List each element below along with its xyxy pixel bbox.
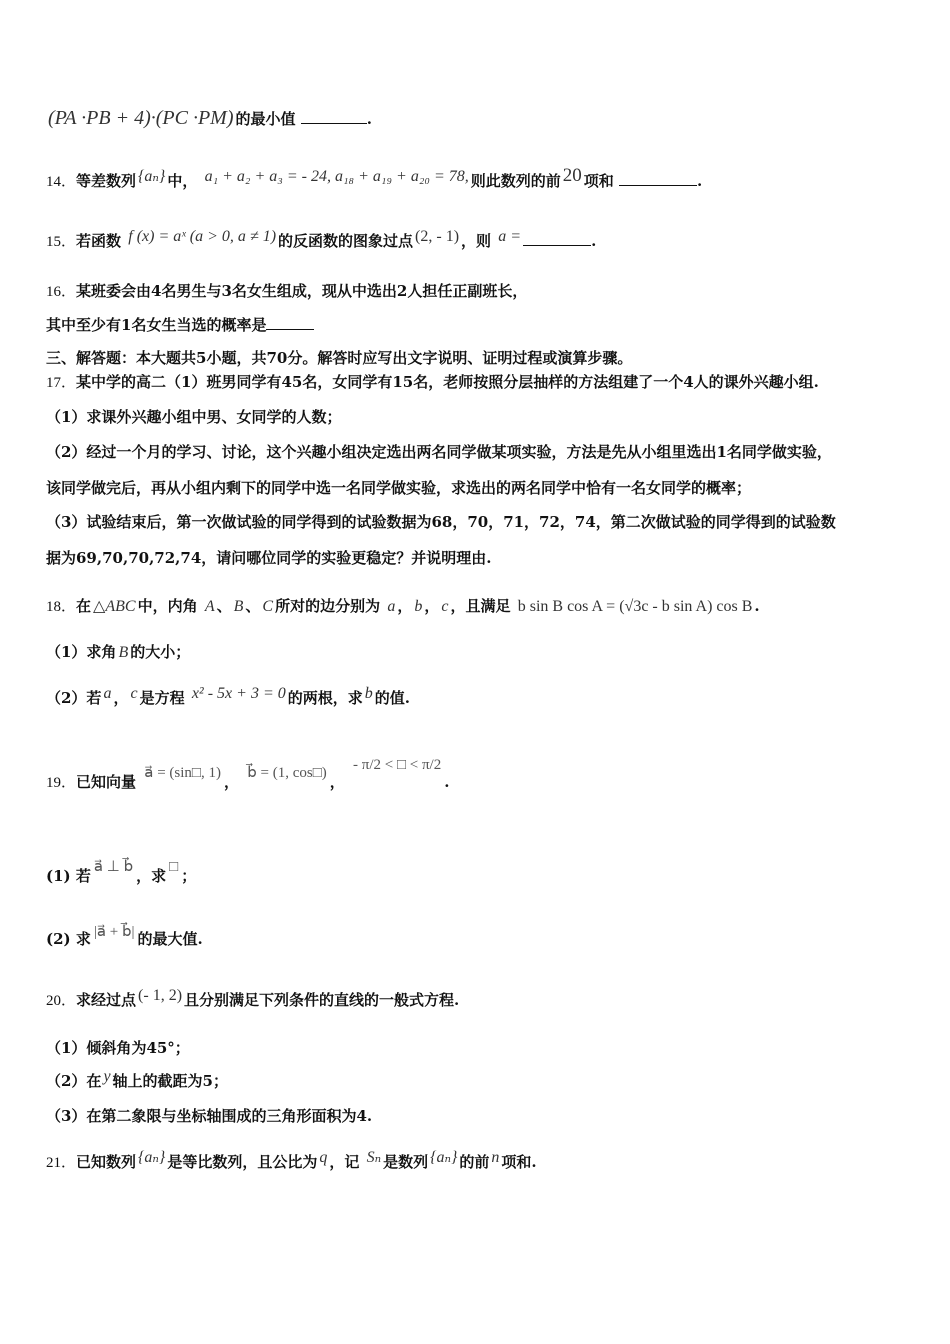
q19-part-2-magnitude: |a⃗ + b⃗|	[93, 924, 135, 940]
q18-part-2-text-3: 的两根，求	[287, 689, 363, 707]
q19-part-1	[46, 859, 197, 887]
q20-part-2-text-2: 轴上的截距为5；	[112, 1072, 228, 1090]
q14-condition-formula: a₁ + a₂ + a₃ = - 24, a₁₈ + a₁₉ + a₂₀ = 78,	[204, 168, 469, 185]
q21-text-5: 的前	[459, 1153, 490, 1171]
q19-stem-line	[46, 757, 450, 793]
q19-part-1-text-1: (1) 若	[46, 867, 91, 885]
q14-answer-blank	[619, 170, 697, 186]
q21-sequence: {aₙ}	[138, 1149, 166, 1166]
q21-stem-line	[46, 1149, 537, 1173]
q16-number: 16．	[46, 284, 77, 300]
q18-sep-1: 、	[216, 597, 232, 615]
q19-comma-2: ，	[329, 773, 345, 791]
q15-text-2: 的反函数的图象过点	[278, 232, 414, 250]
q14-number: 14．	[46, 174, 77, 190]
q13-text: 的最小值	[235, 110, 296, 128]
q21-text-3: ，记	[329, 1153, 360, 1171]
q20-part-2	[46, 1068, 228, 1092]
q19-angle-range: - π/2 < □ < π/2	[353, 757, 442, 773]
q15-function-formula: f (x) = aˣ (a > 0, a ≠ 1)	[128, 228, 277, 245]
q18-text-3: 所对的边分别为	[275, 597, 381, 615]
q19-part-1-perpendicular: a⃗ ⊥ b⃗	[93, 859, 134, 875]
q20-text-1: 求经过点	[76, 991, 137, 1009]
q20-text-2: 且分别满足下列条件的直线的一般式方程.	[184, 991, 460, 1009]
q18-comma-2: ，	[424, 597, 440, 615]
q19-comma-1: ，	[223, 773, 239, 791]
q17-part-2-line-2: 该同学做完后，再从小组内剩下的同学中选一名同学做实验，求选出的两名同学中恰有一名女同学的概率；	[46, 479, 752, 497]
q16-stem: 某班委会由4名男生与3名女生组成，现从中选出2人担任正副班长，	[76, 282, 528, 300]
q15-text-3: ，则	[461, 232, 492, 250]
q14-text-3: 则此数列的前	[470, 172, 561, 190]
q19-part-1-text-2: ，求	[136, 867, 167, 885]
q16-answer-blank	[266, 314, 314, 330]
q18-number: 18．	[46, 599, 77, 615]
q15-point: (2, - 1)	[415, 228, 460, 245]
q17-stem: 某中学的高二（1）班男同学有45名，女同学有15名，老师按照分层抽样的方法组建了一个4人的课外兴趣小组.	[76, 373, 819, 391]
q18-text-1: 在	[76, 597, 92, 615]
q20-part-3: （3）在第二象限与坐标轴围成的三角形面积为4.	[46, 1107, 373, 1125]
q17-stem-line	[46, 372, 819, 393]
q21-sum-sn: Sₙ	[366, 1149, 382, 1166]
q13-expression: (PA ·PB + 4)·(PC ·PM)	[48, 107, 234, 129]
section-3-heading: 三、解答题：本大题共5小题，共70分。解答时应写出文字说明、证明过程或演算步骤。	[46, 349, 633, 367]
q14-text-2: 中，	[167, 172, 198, 190]
q14-text-4: 项和	[583, 172, 614, 190]
q18-side-a: a	[387, 598, 396, 615]
q21-n: n	[491, 1149, 500, 1166]
q18-part-1-angle-b: B	[118, 644, 129, 661]
q19-end: .	[444, 773, 450, 791]
q16-stem-2: 其中至少有1名女生当选的概率是	[46, 316, 267, 334]
q21-text-2: 是等比数列，且公比为	[167, 1153, 318, 1171]
q18-condition-formula: b sin B cos A = (√3c - b sin A) cos B	[517, 598, 753, 615]
q19-part-2-text-2: 的最大值.	[137, 930, 203, 948]
q19-text-1: 已知向量	[76, 773, 137, 791]
q17-number: 17．	[46, 375, 77, 391]
q18-part-1-text-2: 的大小；	[130, 643, 191, 661]
q21-text-6: 项和.	[501, 1153, 537, 1171]
q18-angle-c: C	[262, 598, 274, 615]
q19-part-1-angle: □	[169, 859, 179, 875]
q17-part-1: （1）求课外兴趣小组中男、女同学的人数；	[46, 408, 342, 426]
q20-point: (- 1, 2)	[138, 987, 183, 1004]
q18-comma-1: ，	[397, 597, 413, 615]
q18-text-4: ，且满足	[450, 597, 511, 615]
q17-part-3-line-1: （3）试验结束后，第一次做试验的同学得到的试验数据为68，70，71，72，74，第二次做试验的同学得到的试验数	[46, 513, 836, 531]
q20-part-2-text-1: （2）在	[46, 1072, 102, 1090]
q14-text-1: 等差数列	[76, 172, 137, 190]
q18-part-2-a: a	[103, 685, 112, 702]
q14-sequence-symbol: {aₙ}	[138, 168, 166, 185]
q18-part-1	[46, 642, 190, 663]
q21-sequence-2: {aₙ}	[430, 1149, 458, 1166]
q14-line	[46, 165, 703, 192]
q18-part-2-text-2: 是方程	[139, 689, 185, 707]
q19-part-2	[46, 924, 203, 950]
q15-line	[46, 230, 596, 252]
q18-angle-b: B	[233, 598, 244, 615]
q16-line-2	[46, 314, 314, 335]
q13-end: .	[366, 110, 372, 128]
q13-answer-blank	[301, 108, 367, 124]
q16-line-1	[46, 281, 527, 302]
q18-stem-line	[46, 596, 760, 617]
q21-text-4: 是数列	[383, 1153, 429, 1171]
q18-part-2	[46, 685, 410, 709]
q18-part-2-text-1: （2）若	[46, 689, 102, 707]
q19-part-1-text-3: ；	[181, 867, 197, 885]
q21-text-1: 已知数列	[76, 1153, 137, 1171]
q18-end: .	[754, 597, 760, 615]
q21-ratio-q: q	[319, 1149, 328, 1166]
q20-part-1: （1）倾斜角为45°；	[46, 1039, 190, 1057]
q14-term-count: 20	[562, 165, 582, 186]
q15-variable-a: a =	[498, 228, 522, 245]
q14-end: .	[697, 172, 703, 190]
q15-number: 15．	[46, 234, 77, 250]
q18-part-2-comma: ，	[113, 689, 129, 707]
q18-triangle: △ABC	[93, 598, 136, 615]
q18-part-2-c: c	[130, 685, 138, 702]
q19-part-2-text-1: (2) 求	[46, 930, 91, 948]
q19-number: 19．	[46, 775, 77, 791]
q18-text-2: 中，内角	[137, 597, 198, 615]
q17-part-3-line-2: 据为69,70,70,72,74，请问哪位同学的实验更稳定？并说明理由.	[46, 549, 492, 567]
q15-answer-blank	[523, 230, 591, 246]
q18-part-2-equation: x² - 5x + 3 = 0	[191, 685, 286, 702]
q21-number: 21．	[46, 1155, 77, 1171]
q18-side-c: c	[441, 598, 449, 615]
q18-angle-a: A	[204, 598, 215, 615]
q15-end: .	[591, 232, 597, 250]
q13-line	[46, 108, 372, 129]
q18-side-b: b	[414, 598, 423, 615]
q20-number: 20．	[46, 993, 77, 1009]
q18-part-2-b: b	[364, 685, 373, 702]
q15-text-1: 若函数	[76, 232, 122, 250]
q20-stem-line	[46, 987, 460, 1011]
q19-vector-a: a⃗ = (sin□, 1)	[144, 765, 221, 781]
q18-part-2-text-4: 的值.	[374, 689, 410, 707]
q17-part-2-line-1: （2）经过一个月的学习、讨论，这个兴趣小组决定选出两名同学做某项实验，方法是先从小组里选出1名同学做实验，	[46, 443, 832, 461]
q19-vector-b: b⃗ = (1, cos□)	[247, 765, 327, 781]
q18-part-1-text-1: （1）求角	[46, 643, 117, 661]
q20-part-2-y: y	[103, 1068, 111, 1085]
q18-sep-2: 、	[245, 597, 261, 615]
